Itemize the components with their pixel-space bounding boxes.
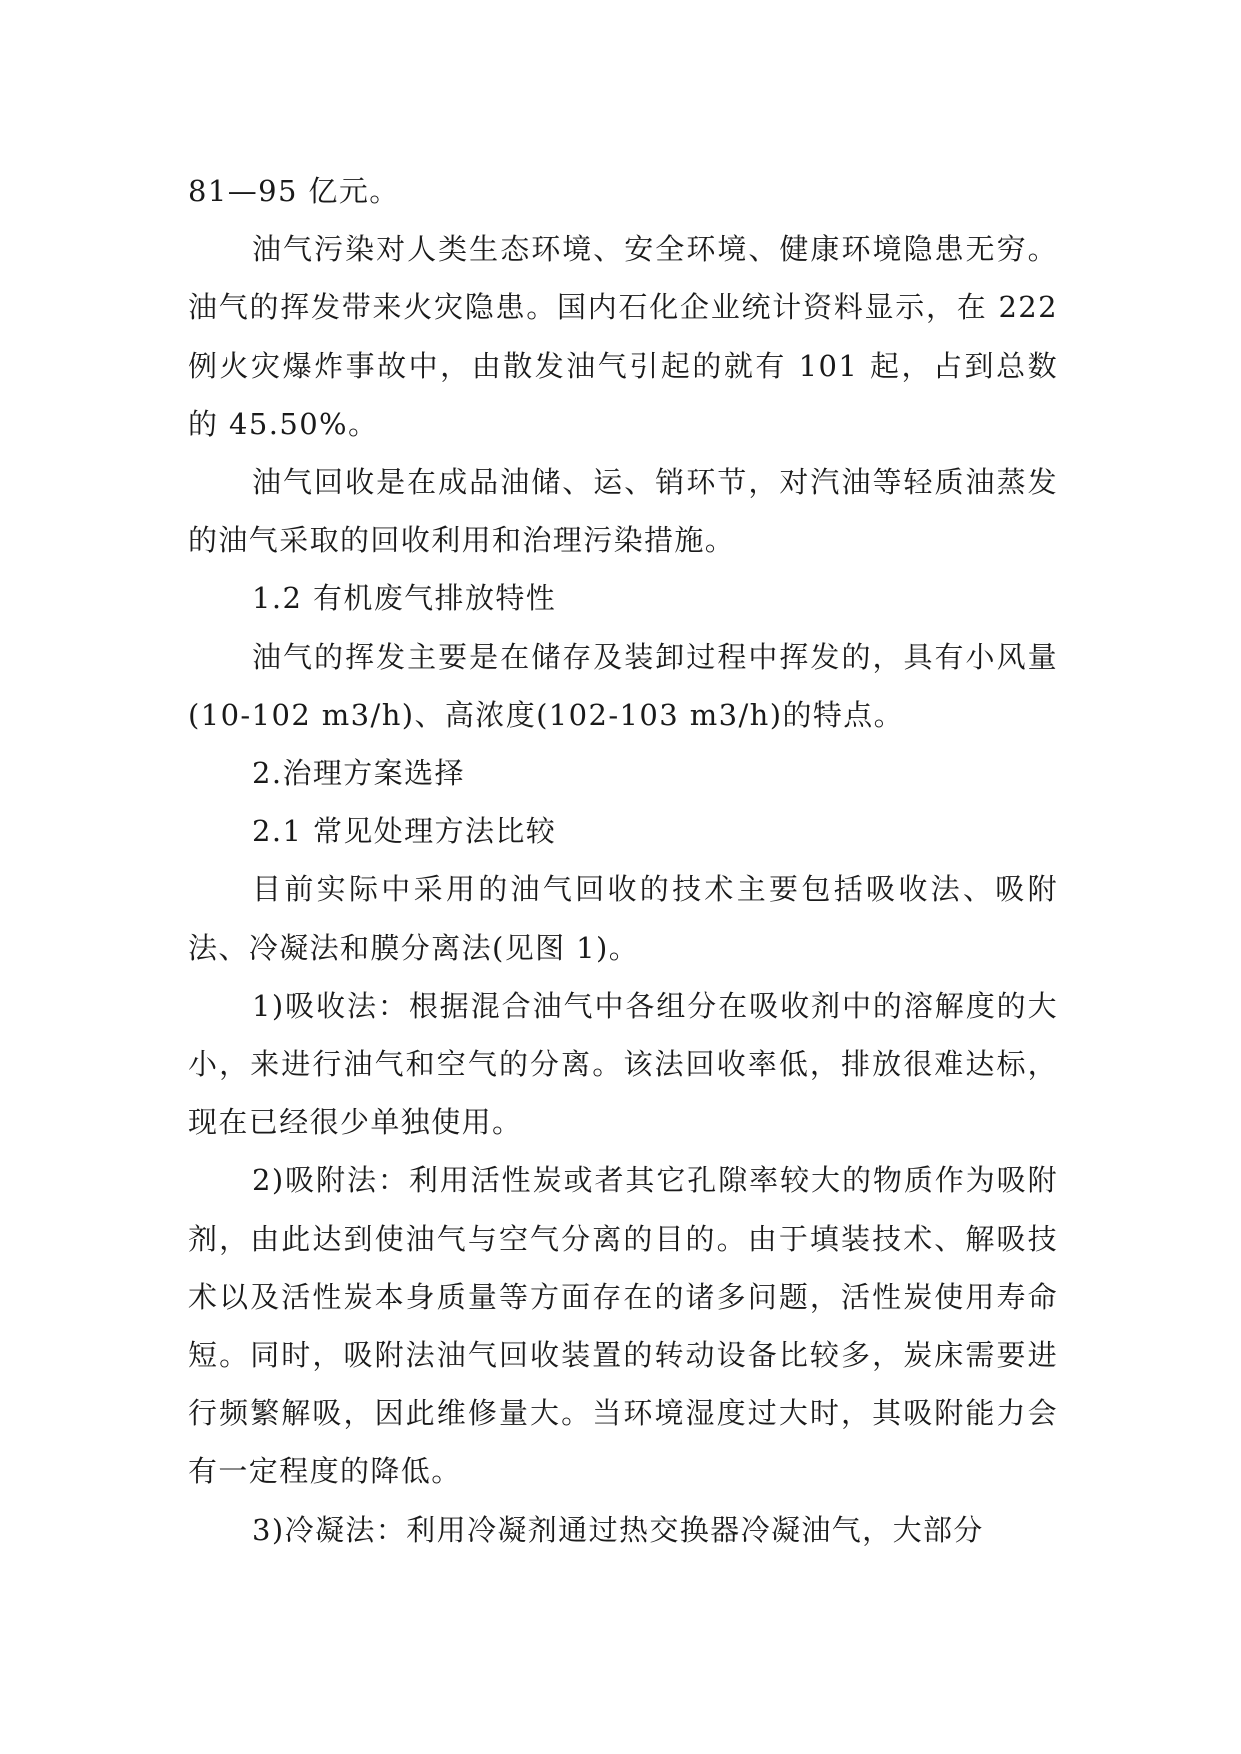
- document-body: [188, 162, 1058, 1559]
- paragraph-cost-estimate: 81—95 亿元。: [188, 174, 400, 208]
- paragraph-absorption-method: 1)吸收法：根据混合油气中各组分在吸收剂中的溶解度的大小，来进行油气和空气的分离。该法回收率低，排放很难达标，现在已经很少单独使用。: [188, 988, 1058, 1140]
- section-heading-2: 2.治理方案选择: [252, 756, 465, 791]
- paragraph-vapor-recovery-definition: 油气回收是在成品油储、运、销环节，对汽油等轻质油蒸发的油气采取的回收利用和治理污染措施。: [188, 465, 1058, 558]
- paragraph-pollution-hazard: 油气污染对人类生态环境、安全环境、健康环境隐患无穷。油气的挥发带来火灾隐患。国内石化企业统计资料显示，在 222 例火灾爆炸事故中，由散发油气引起的就有 101 起，占到总数的 45.50%。: [188, 232, 1058, 441]
- paragraph-condensation-method: 3)冷凝法：利用冷凝剂通过热交换器冷凝油气，大部分: [252, 1512, 984, 1547]
- paragraph-emission-characteristics: 油气的挥发主要是在储存及装卸过程中挥发的，具有小风量(10-102 m3/h)、高浓度(102-103 m3/h)的特点。: [188, 639, 1058, 732]
- section-heading-2-1: 2.1 常见处理方法比较: [252, 814, 557, 849]
- section-heading-1-2: 1.2 有机废气排放特性: [252, 581, 557, 616]
- paragraph-methods-overview: 目前实际中采用的油气回收的技术主要包括吸收法、吸附法、冷凝法和膜分离法(见图 1)。: [188, 872, 1058, 965]
- paragraph-adsorption-method: 2)吸附法：利用活性炭或者其它孔隙率较大的物质作为吸附剂，由此达到使油气与空气分离的目的。由于填装技术、解吸技术以及活性炭本身质量等方面存在的诸多问题，活性炭使用寿命短。同时，吸附法油气回收装置的转动设备比较多，炭床需要进行频繁解吸，因此维修量大。当环境湿度过大时，其吸附能力会有一定程度的降低。: [188, 1163, 1058, 1489]
